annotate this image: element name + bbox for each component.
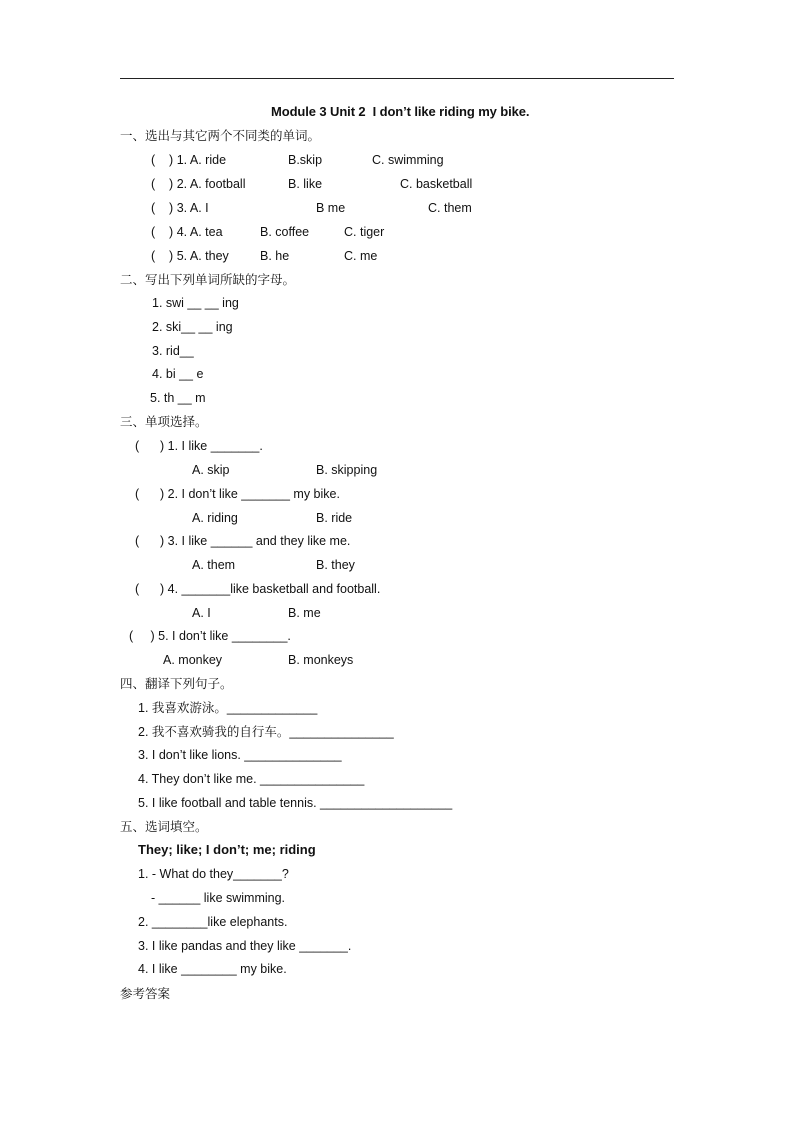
- s3-q2-a: A. riding: [192, 511, 238, 525]
- s5-item-4: 4. I like ________ my bike.: [138, 962, 287, 976]
- s3-q5-a: A. monkey: [163, 653, 223, 667]
- s5-item-3: 3. I like pandas and they like _______.: [138, 939, 352, 953]
- s3-q3-a: A. them: [192, 558, 236, 572]
- s1-q3: ( ) 3. A. I: [151, 201, 209, 215]
- s1-q4-c: C. tiger: [344, 225, 385, 239]
- s4-item-5: 5. I like football and table tennis. ___________________: [138, 796, 453, 810]
- s1-q1: ( ) 1. A. ride: [151, 153, 227, 167]
- s2-item-5: 5. th __ m: [150, 391, 206, 405]
- s1-q5-c: C. me: [344, 249, 378, 263]
- s5-item-1-reply: - ______ like swimming.: [144, 891, 286, 905]
- s1-q1-b: B.skip: [288, 153, 323, 167]
- s1-q4: ( ) 4. A. tea: [151, 225, 223, 239]
- s1-q4-b: B. coffee: [260, 225, 310, 239]
- s3-q2-b: B. ride: [316, 511, 353, 525]
- s4-item-1: 1. 我喜欢游泳。_____________: [138, 701, 318, 715]
- word-bank: They; like; I don’t; me; riding: [138, 842, 316, 857]
- s3-q3-b: B. they: [316, 558, 355, 572]
- section-1-heading: 一、选出与其它两个不同类的单词。: [120, 129, 321, 143]
- s2-item-4: 4. bi __ e: [152, 367, 204, 381]
- s1-q5-b: B. he: [260, 249, 290, 263]
- section-3-heading: 三、单项选择。: [120, 415, 208, 429]
- s3-q4-b: B. me: [288, 606, 321, 620]
- s3-q5: ( ) 5. I don’t like ________.: [129, 629, 291, 643]
- s1-q2-b: B. like: [288, 177, 323, 191]
- s3-q3: ( ) 3. I like ______ and they like me.: [135, 534, 351, 548]
- s4-item-4: 4. They don’t like me. _______________: [138, 772, 365, 786]
- s3-q1: ( ) 1. I like _______.: [135, 439, 263, 453]
- header-rule: [120, 78, 674, 79]
- s3-q1-a: A. skip: [192, 463, 230, 477]
- s1-q1-c: C. swimming: [372, 153, 444, 167]
- page-title: Module 3 Unit 2 I don’t like riding my bike.: [271, 104, 530, 119]
- s2-item-1: 1. swi __ __ ing: [152, 296, 239, 310]
- s1-q2: ( ) 2. A. football: [151, 177, 246, 191]
- s3-q4-a: A. I: [192, 606, 211, 620]
- s4-item-3: 3. I don’t like lions. ______________: [138, 748, 342, 762]
- s4-item-2: 2. 我不喜欢骑我的自行车。_______________: [138, 725, 394, 739]
- s3-q1-b: B. skipping: [316, 463, 378, 477]
- s1-q5: ( ) 5. A. they: [151, 249, 229, 263]
- s1-q3-c: C. them: [428, 201, 472, 215]
- section-5-heading: 五、选词填空。: [120, 820, 208, 834]
- s2-item-3: 3. rid__: [152, 344, 194, 358]
- section-4-heading: 四、翻译下列句子。: [120, 677, 233, 691]
- s2-item-2: 2. ski__ __ ing: [152, 320, 233, 334]
- s5-item-1: 1. - What do they_______?: [138, 867, 289, 881]
- s3-q4: ( ) 4. _______like basketball and football.: [135, 582, 381, 596]
- answer-key-heading: 参考答案: [120, 987, 171, 1001]
- s5-item-2: 2. ________like elephants.: [138, 915, 288, 929]
- s3-q2: ( ) 2. I don’t like _______ my bike.: [135, 487, 340, 501]
- s1-q2-c: C. basketball: [400, 177, 473, 191]
- s1-q3-b: B me: [316, 201, 346, 215]
- section-2-heading: 二、写出下列单词所缺的字母。: [120, 273, 296, 287]
- s3-q5-b: B. monkeys: [288, 653, 354, 667]
